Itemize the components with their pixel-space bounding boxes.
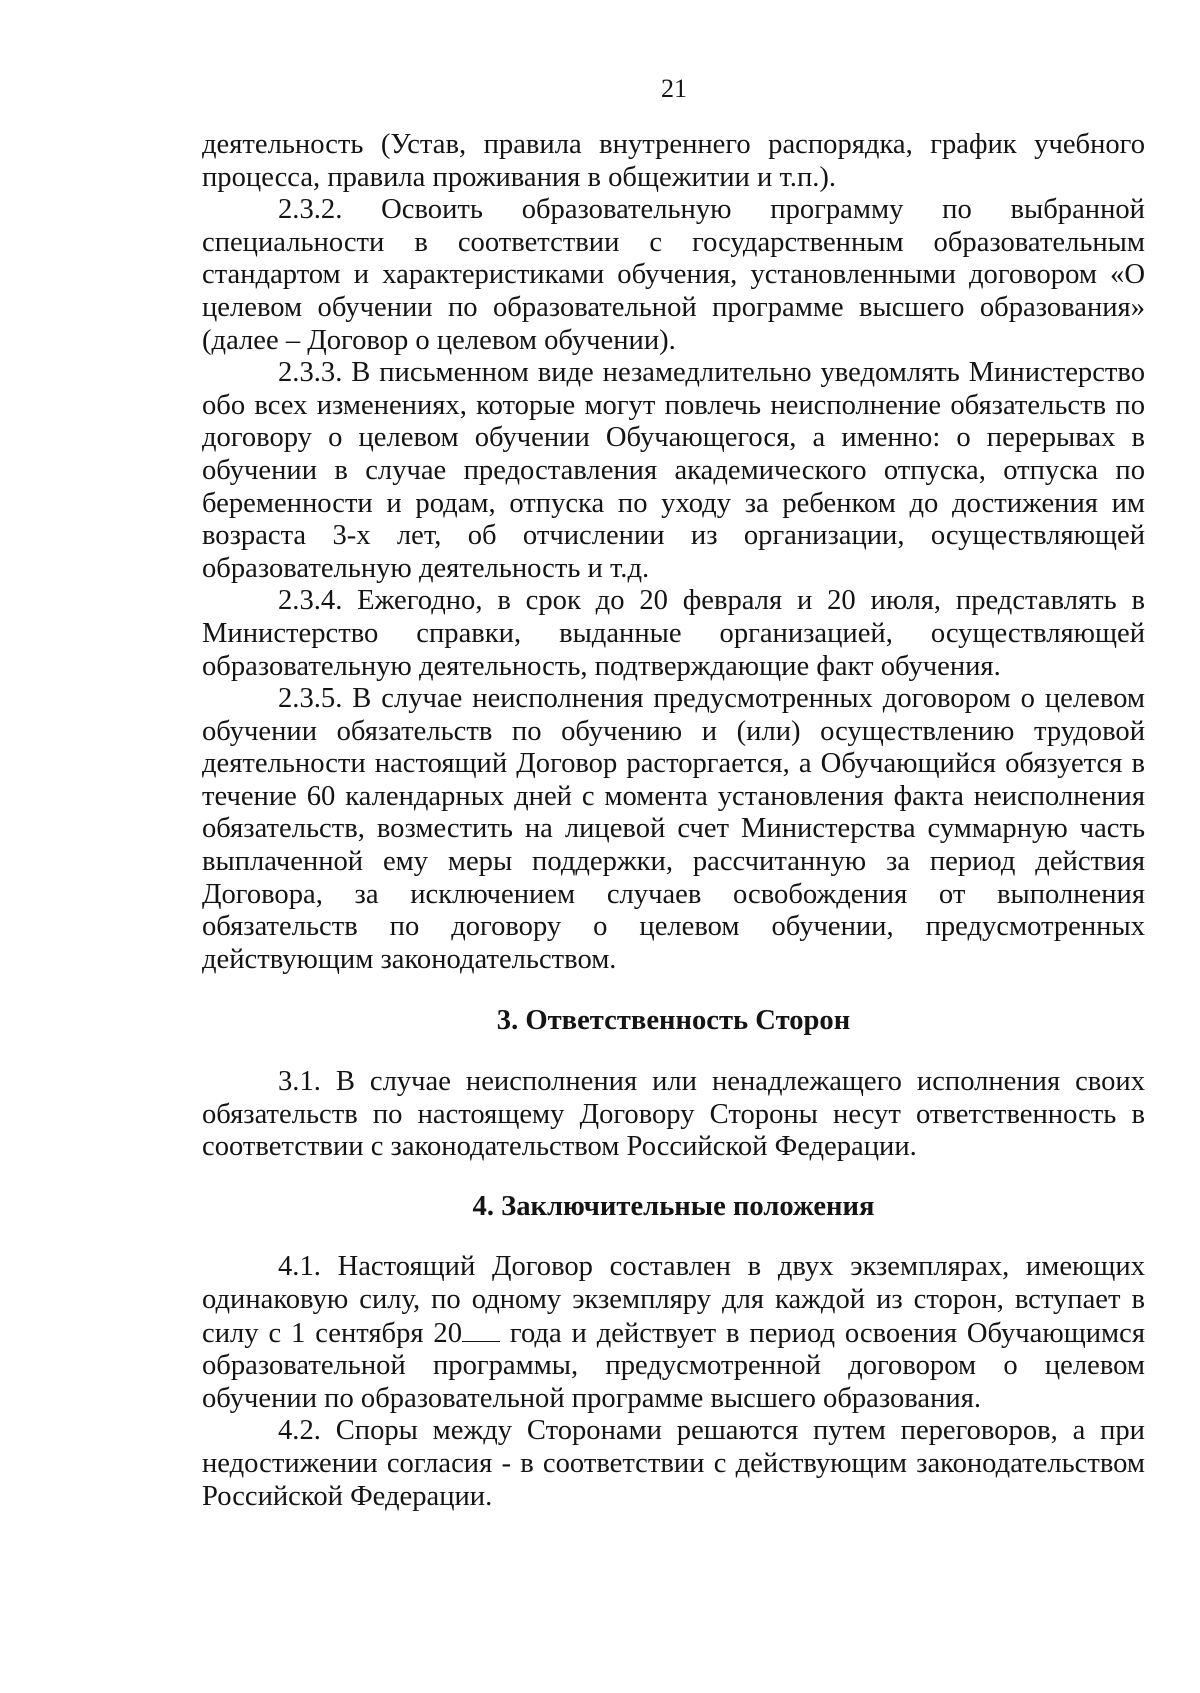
section-3-heading: 3. Ответственность Сторон	[496, 1005, 851, 1037]
spacer	[202, 1038, 1145, 1066]
paragraph-2-3-4: 2.3.4. Ежегодно, в срок до 20 февраля и 20 июля, представлять в Министерство справки, выданные организацией, осуществляющей образовательную деятельность, подтверждающие факт обучения.	[202, 585, 1145, 682]
paragraph-4-1-end: года и действует в период освоения Обучающимся образовательной программы, предусмотренной договором о целевом обучении по образовательной программе высшего образования.	[202, 1317, 1145, 1414]
page-number: 21	[661, 74, 687, 103]
paragraph-2-3-5: 2.3.5. В случае неисполнения предусмотренных договором о целевом обучении обязательств по обучению и (или) осуществлению трудовой деятельности настоящий Договор расторгается, а Обучающийся обязуется в течение 60 календарных дней с момента установления факта неисполнения обязательств, возместить на лицевой счет Министерства суммарную часть выплаченной ему меры поддержки, рассчитанную за период действия Договора, за исключением случаев освобождения от выполнения обязательств по договору о целевом обучении, предусмотренных действующим законодательством.	[202, 683, 1145, 975]
paragraph-continuation: деятельность (Устав, правила внутреннего распорядка, график учебного процесса, правила проживания в общежитии и т.п.).	[202, 129, 1145, 193]
spacer	[202, 976, 1145, 1005]
paragraph-4-2: 4.2. Споры между Сторонами решаются путем переговоров, а при недостижении согласия - в соответствии с действующим законодательством Российской Федерации.	[202, 1415, 1145, 1512]
paragraph-4-1-start: 4.1. Настоящий Договор составлен в двух экземплярах, имеющих одинаковую силу, по одному экземпляру для каждой из сторон, вступает в силу с 1 сентября 20	[202, 1251, 1145, 1349]
section-4-heading: 4. Заключительные положения	[472, 1190, 875, 1222]
spacer	[202, 1164, 1145, 1191]
spacer	[202, 1223, 1145, 1251]
document-body	[202, 129, 1145, 1513]
paragraph-2-3-3: 2.3.3. В письменном виде незамедлительно уведомлять Министерство обо всех изменениях, которые могут повлечь неисполнение обязательств по договору о целевом обучении Обучающегося, а именно: о перерывах в обучении в случае предоставления академического отпуска, отпуска по беременности и родам, отпуска по уходу за ребенком до достижения им возраста 3-х лет, об отчислении из организации, осуществляющей образовательную деятельность и т.д.	[202, 357, 1145, 584]
paragraph-4-1	[202, 1251, 1145, 1415]
paragraph-2-3-2: 2.3.2. Освоить образовательную программу по выбранной специальности в соответствии с государственным образовательным стандартом и характеристиками обучения, установленными договором «О целевом обучении по образовательной программе высшего образования» (далее – Договор о целевом обучении).	[202, 194, 1145, 356]
paragraph-3-1: 3.1. В случае неисполнения или ненадлежащего исполнения своих обязательств по настоящему Договору Стороны несут ответственность в соответствии с законодательством Российской Федерации.	[202, 1066, 1145, 1163]
year-blank-field	[462, 1317, 500, 1342]
